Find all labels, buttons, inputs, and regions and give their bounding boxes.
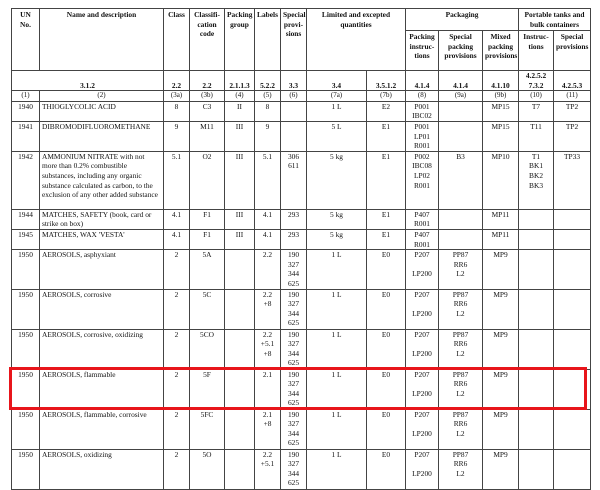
packing-instructions-cell: P407 R001 — [406, 229, 439, 249]
special-provisions-cell — [281, 121, 307, 151]
limited-quantity-cell: 1 L — [307, 449, 367, 489]
special-packing-provisions-cell — [439, 101, 483, 121]
column-number: (7b) — [367, 91, 406, 102]
column-number: (3a) — [164, 91, 190, 102]
labels-cell: 2.2 +5.1 +8 — [255, 329, 281, 369]
packing-group-cell: II — [225, 101, 255, 121]
packing-instructions-cell: P207 LP200 — [406, 250, 439, 289]
special-provisions-cell — [281, 101, 307, 121]
header-packing-instructions: Packing instruc- tions — [406, 31, 439, 71]
substance-name-cell: MATCHES, SAFETY (book, card or strike on box) — [40, 209, 164, 229]
table-row — [12, 449, 591, 489]
tank-special-provisions-cell: TP2 — [554, 121, 591, 151]
packing-group-cell — [225, 449, 255, 489]
header-mixed-packing-provisions: Mixed packing provisions — [483, 31, 519, 71]
packing-instructions-cell: P001 LP01 R001 — [406, 121, 439, 151]
tank-instructions-cell — [519, 409, 554, 449]
header-row-top — [12, 9, 591, 31]
reference-cell: 5.2.2 — [255, 71, 281, 91]
table-row — [12, 209, 591, 229]
table-body — [12, 101, 591, 489]
special-packing-provisions-cell: PP87 RR6 L2 — [439, 369, 483, 409]
substance-name-cell: MATCHES, WAX 'VESTA' — [40, 229, 164, 249]
tank-special-provisions-cell — [554, 250, 591, 289]
table-row — [12, 151, 591, 209]
special-packing-provisions-cell: PP87 RR6 L2 — [439, 250, 483, 289]
labels-cell: 2.2 +5.1 — [255, 449, 281, 489]
header-limited-excepted: Limited and excepted quantities — [307, 9, 406, 71]
column-number: (11) — [554, 91, 591, 102]
un-number-cell: 1940 — [12, 101, 40, 121]
header-labels: Labels — [255, 9, 281, 71]
column-number: (2) — [40, 91, 164, 102]
column-number: (9b) — [483, 91, 519, 102]
column-number: (3b) — [190, 91, 225, 102]
header-packing-group: Packing group — [225, 9, 255, 71]
excepted-quantity-cell: E1 — [367, 229, 406, 249]
excepted-quantity-cell: E0 — [367, 250, 406, 289]
tank-instructions-cell: T11 — [519, 121, 554, 151]
packing-group-cell — [225, 409, 255, 449]
tank-instructions-cell — [519, 449, 554, 489]
packing-group-cell — [225, 250, 255, 289]
mixed-packing-provisions-cell: MP9 — [483, 329, 519, 369]
reference-cell: 3.5.1.2 — [367, 71, 406, 91]
tank-instructions-cell — [519, 369, 554, 409]
reference-cell: 2.1.1.3 — [225, 71, 255, 91]
packing-instructions-cell: P407 R001 — [406, 209, 439, 229]
substance-name-cell: AEROSOLS, oxidizing — [40, 449, 164, 489]
classification-code-cell: C3 — [190, 101, 225, 121]
classification-code-cell: O2 — [190, 151, 225, 209]
table-row — [12, 229, 591, 249]
packing-group-cell — [225, 369, 255, 409]
classification-code-cell: M11 — [190, 121, 225, 151]
table-row — [12, 101, 591, 121]
special-provisions-cell: 190 327 344 625 — [281, 250, 307, 289]
limited-quantity-cell: 1 L — [307, 369, 367, 409]
reference-cell: 2.2 — [164, 71, 190, 91]
packing-group-cell: III — [225, 209, 255, 229]
reference-row — [12, 71, 591, 91]
tank-instructions-cell: T1 BK1 BK2 BK3 — [519, 151, 554, 209]
table-row-highlighted — [12, 369, 591, 409]
limited-quantity-cell: 1 L — [307, 409, 367, 449]
column-number: (6) — [281, 91, 307, 102]
un-number-cell: 1950 — [12, 250, 40, 289]
table-row — [12, 289, 591, 329]
packing-instructions-cell: P207 LP200 — [406, 409, 439, 449]
classification-code-cell: F1 — [190, 229, 225, 249]
special-packing-provisions-cell — [439, 229, 483, 249]
tank-instructions-cell — [519, 329, 554, 369]
tank-special-provisions-cell — [554, 289, 591, 329]
excepted-quantity-cell: E1 — [367, 209, 406, 229]
class-cell: 9 — [164, 121, 190, 151]
class-cell: 8 — [164, 101, 190, 121]
tank-special-provisions-cell — [554, 209, 591, 229]
header-tank-instructions: Instruc- tions — [519, 31, 554, 71]
excepted-quantity-cell: E0 — [367, 449, 406, 489]
limited-quantity-cell: 5 kg — [307, 209, 367, 229]
class-cell: 5.1 — [164, 151, 190, 209]
tank-special-provisions-cell: TP2 — [554, 101, 591, 121]
class-cell: 2 — [164, 289, 190, 329]
tank-instructions-cell — [519, 250, 554, 289]
packing-instructions-cell: P207 LP200 — [406, 369, 439, 409]
packing-group-cell — [225, 329, 255, 369]
limited-quantity-cell: 1 L — [307, 329, 367, 369]
classification-code-cell: F1 — [190, 209, 225, 229]
column-number: (1) — [12, 91, 40, 102]
limited-quantity-cell: 5 kg — [307, 151, 367, 209]
reference-cell: 4.1.4 — [406, 71, 439, 91]
special-provisions-cell: 190 327 344 625 — [281, 369, 307, 409]
classification-code-cell: 5FC — [190, 409, 225, 449]
mixed-packing-provisions-cell: MP10 — [483, 151, 519, 209]
special-packing-provisions-cell: B3 — [439, 151, 483, 209]
special-provisions-cell: 190 327 344 625 — [281, 409, 307, 449]
excepted-quantity-cell: E0 — [367, 369, 406, 409]
un-number-cell: 1950 — [12, 369, 40, 409]
mixed-packing-provisions-cell: MP9 — [483, 369, 519, 409]
tank-instructions-cell: T7 — [519, 101, 554, 121]
column-number: (9a) — [439, 91, 483, 102]
tank-special-provisions-cell — [554, 449, 591, 489]
special-packing-provisions-cell: PP87 RR6 L2 — [439, 289, 483, 329]
table-row — [12, 329, 591, 369]
column-number: (5) — [255, 91, 281, 102]
special-provisions-cell: 293 — [281, 209, 307, 229]
reference-cell: 4.2.5.3 — [554, 71, 591, 91]
substance-name-cell: DIBROMODIFLUOROMETHANE — [40, 121, 164, 151]
header-class: Class — [164, 9, 190, 71]
class-cell: 4.1 — [164, 229, 190, 249]
header-special-packing-provisions: Special packing provisions — [439, 31, 483, 71]
special-provisions-cell: 293 — [281, 229, 307, 249]
table-row — [12, 250, 591, 289]
column-number: (7a) — [307, 91, 367, 102]
limited-quantity-cell: 5 kg — [307, 229, 367, 249]
column-number-row — [12, 91, 591, 102]
packing-group-cell: III — [225, 121, 255, 151]
excepted-quantity-cell: E0 — [367, 409, 406, 449]
substance-name-cell: AEROSOLS, flammable — [40, 369, 164, 409]
class-cell: 2 — [164, 449, 190, 489]
reference-cell: 3.4 — [307, 71, 367, 91]
un-number-cell: 1950 — [12, 329, 40, 369]
excepted-quantity-cell: E2 — [367, 101, 406, 121]
special-provisions-cell: 190 327 344 625 — [281, 329, 307, 369]
packing-group-cell: III — [225, 151, 255, 209]
class-cell: 2 — [164, 409, 190, 449]
class-cell: 2 — [164, 369, 190, 409]
tank-special-provisions-cell — [554, 409, 591, 449]
reference-cell: 4.1.4 — [439, 71, 483, 91]
class-cell: 2 — [164, 329, 190, 369]
special-provisions-cell: 190 327 344 625 — [281, 449, 307, 489]
class-cell: 4.1 — [164, 209, 190, 229]
un-number-cell: 1941 — [12, 121, 40, 151]
classification-code-cell: 5CO — [190, 329, 225, 369]
reference-cell: 4.1.10 — [483, 71, 519, 91]
special-provisions-cell: 306 611 — [281, 151, 307, 209]
limited-quantity-cell: 1 L — [307, 289, 367, 329]
excepted-quantity-cell: E0 — [367, 289, 406, 329]
table-row — [12, 121, 591, 151]
packing-instructions-cell: P001 IBC02 — [406, 101, 439, 121]
special-packing-provisions-cell — [439, 121, 483, 151]
special-provisions-cell: 190 327 344 625 — [281, 289, 307, 329]
excepted-quantity-cell: E1 — [367, 121, 406, 151]
header-packaging: Packaging — [406, 9, 519, 31]
substance-name-cell: AEROSOLS, asphyxiant — [40, 250, 164, 289]
tank-instructions-cell — [519, 289, 554, 329]
header-classification-code: Classifi- cation code — [190, 9, 225, 71]
reference-cell: 3.1.2 — [12, 71, 164, 91]
reference-cell: 4.2.5.2 7.3.2 — [519, 71, 554, 91]
mixed-packing-provisions-cell: MP9 — [483, 409, 519, 449]
substance-name-cell: AEROSOLS, corrosive — [40, 289, 164, 329]
mixed-packing-provisions-cell: MP9 — [483, 449, 519, 489]
header-portable-tanks: Portable tanks and bulk containers — [519, 9, 591, 31]
mixed-packing-provisions-cell: MP15 — [483, 101, 519, 121]
tank-special-provisions-cell — [554, 329, 591, 369]
classification-code-cell: 5F — [190, 369, 225, 409]
reference-cell: 2.2 — [190, 71, 225, 91]
reference-cell: 3.3 — [281, 71, 307, 91]
table-row — [12, 409, 591, 449]
un-number-cell: 1945 — [12, 229, 40, 249]
classification-code-cell: 5A — [190, 250, 225, 289]
labels-cell: 2.2 +8 — [255, 289, 281, 329]
mixed-packing-provisions-cell: MP15 — [483, 121, 519, 151]
dangerous-goods-table — [11, 8, 591, 490]
column-number: (10) — [519, 91, 554, 102]
labels-cell: 2.2 — [255, 250, 281, 289]
header-un-no: UN No. — [12, 9, 40, 71]
substance-name-cell: AEROSOLS, flammable, corrosive — [40, 409, 164, 449]
packing-instructions-cell: P207 LP200 — [406, 289, 439, 329]
tank-instructions-cell — [519, 209, 554, 229]
labels-cell: 5.1 — [255, 151, 281, 209]
classification-code-cell: 5O — [190, 449, 225, 489]
substance-name-cell: AMMONIUM NITRATE with not more than 0.2% combustible substances, including any organic substance calculated as carbon, to the exclusion of any other added substance — [40, 151, 164, 209]
substance-name-cell: AEROSOLS, corrosive, oxidizing — [40, 329, 164, 369]
labels-cell: 2.1 +8 — [255, 409, 281, 449]
labels-cell: 9 — [255, 121, 281, 151]
tank-special-provisions-cell: TP33 — [554, 151, 591, 209]
un-number-cell: 1942 — [12, 151, 40, 209]
labels-cell: 4.1 — [255, 209, 281, 229]
limited-quantity-cell: 5 L — [307, 121, 367, 151]
special-packing-provisions-cell: PP87 RR6 L2 — [439, 409, 483, 449]
mixed-packing-provisions-cell: MP11 — [483, 229, 519, 249]
mixed-packing-provisions-cell: MP9 — [483, 250, 519, 289]
special-packing-provisions-cell — [439, 209, 483, 229]
column-number: (4) — [225, 91, 255, 102]
packing-group-cell — [225, 289, 255, 329]
limited-quantity-cell: 1 L — [307, 101, 367, 121]
un-number-cell: 1950 — [12, 409, 40, 449]
excepted-quantity-cell: E0 — [367, 329, 406, 369]
packing-instructions-cell: P207 LP200 — [406, 449, 439, 489]
packing-instructions-cell: P002 IBC08 LP02 R001 — [406, 151, 439, 209]
special-packing-provisions-cell: PP87 RR6 L2 — [439, 449, 483, 489]
packing-group-cell: III — [225, 229, 255, 249]
un-number-cell: 1950 — [12, 449, 40, 489]
special-packing-provisions-cell: PP87 RR6 L2 — [439, 329, 483, 369]
un-number-cell: 1950 — [12, 289, 40, 329]
mixed-packing-provisions-cell: MP11 — [483, 209, 519, 229]
labels-cell: 8 — [255, 101, 281, 121]
classification-code-cell: 5C — [190, 289, 225, 329]
header-tank-special-provisions: Special provisions — [554, 31, 591, 71]
column-number: (8) — [406, 91, 439, 102]
labels-cell: 4.1 — [255, 229, 281, 249]
labels-cell: 2.1 — [255, 369, 281, 409]
limited-quantity-cell: 1 L — [307, 250, 367, 289]
tank-special-provisions-cell — [554, 369, 591, 409]
excepted-quantity-cell: E1 — [367, 151, 406, 209]
packing-instructions-cell: P207 LP200 — [406, 329, 439, 369]
class-cell: 2 — [164, 250, 190, 289]
substance-name-cell: THIOGLYCOLIC ACID — [40, 101, 164, 121]
header-special-provisions: Special provi- sions — [281, 9, 307, 71]
mixed-packing-provisions-cell: MP9 — [483, 289, 519, 329]
tank-instructions-cell — [519, 229, 554, 249]
tank-special-provisions-cell — [554, 229, 591, 249]
un-number-cell: 1944 — [12, 209, 40, 229]
header-name: Name and description — [40, 9, 164, 71]
